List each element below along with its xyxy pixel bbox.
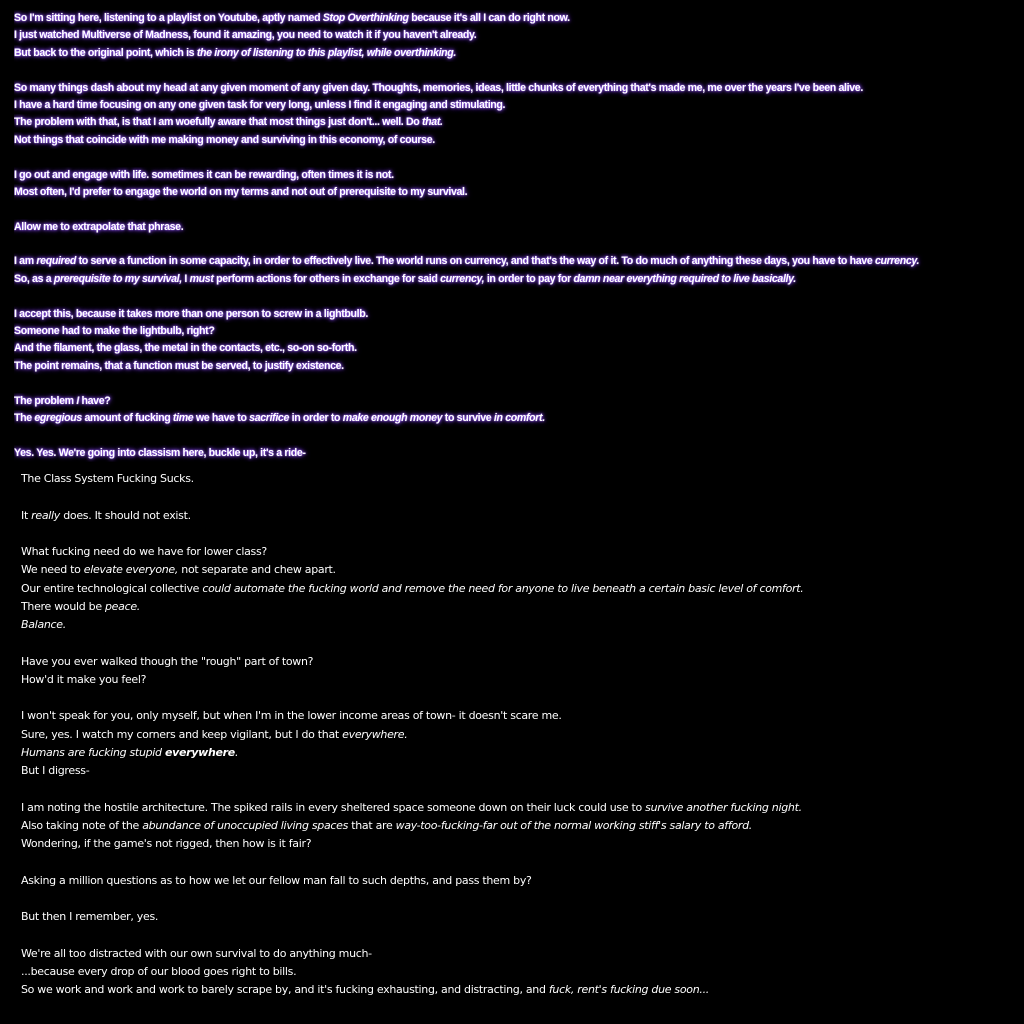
text-run: in order to bbox=[289, 411, 343, 424]
text-line bbox=[21, 653, 1011, 671]
text-line bbox=[14, 97, 1020, 114]
text-run: way-too-fucking-far out of the normal working stiff's salary to afford. bbox=[395, 818, 752, 832]
text-run: everywhere. bbox=[342, 727, 408, 741]
text-run: Stop Overthinking bbox=[322, 12, 409, 24]
text-run: survive another fucking night. bbox=[645, 800, 802, 814]
text-line bbox=[21, 616, 1011, 634]
text-run: But then I remember, yes. bbox=[21, 910, 159, 923]
text-run: Yes. Yes. We're going into classism here, buckle up, it's a ride- bbox=[14, 446, 306, 459]
text-run: required bbox=[36, 255, 76, 268]
text-run: Have you ever walked though the "rough" part of town? bbox=[21, 654, 314, 668]
text-line bbox=[21, 744, 1011, 762]
blank-line bbox=[14, 375, 1020, 392]
blank-line bbox=[21, 853, 1011, 871]
text-run: So, as a bbox=[14, 272, 54, 285]
text-run: The bbox=[14, 411, 35, 424]
text-run: peace. bbox=[104, 599, 140, 613]
text-line bbox=[21, 507, 1011, 525]
text-run: Asking a million questions as to how we let our fellow man fall to such depths, and pass them by? bbox=[21, 873, 532, 887]
text-line bbox=[14, 323, 1020, 340]
text-line bbox=[21, 817, 1011, 835]
blank-line bbox=[21, 525, 1011, 543]
text-run: the irony of listening to this playlist, while overthinking. bbox=[196, 46, 456, 59]
text-line bbox=[21, 598, 1011, 616]
text-run: because it's all I can do right now. bbox=[408, 12, 570, 24]
text-run: must bbox=[189, 272, 214, 285]
text-run: Our entire technological collective bbox=[21, 581, 203, 595]
text-run: currency, bbox=[440, 272, 485, 285]
text-run: that. bbox=[422, 116, 443, 129]
text-run: . bbox=[234, 745, 239, 759]
text-run: not separate and chew apart. bbox=[178, 563, 336, 577]
text-run: make enough money bbox=[342, 411, 443, 424]
text-line bbox=[14, 340, 1020, 357]
blank-line bbox=[21, 780, 1011, 798]
text-run: Humans are fucking stupid bbox=[21, 745, 165, 759]
text-line bbox=[14, 306, 1020, 323]
blank-line bbox=[14, 427, 1020, 444]
text-line bbox=[21, 908, 1011, 926]
text-line bbox=[21, 580, 1011, 598]
text-run: egregious bbox=[34, 411, 82, 424]
text-run: The point remains, that a function must be served, to justify existence. bbox=[14, 359, 344, 372]
text-run: So we work and work and work to barely scrape by, and it's fucking exhausting, and distracting, and bbox=[21, 983, 549, 996]
blank-line bbox=[21, 488, 1011, 506]
text-line bbox=[14, 132, 1020, 149]
text-run: Also taking note of the bbox=[21, 818, 143, 832]
text-line bbox=[14, 410, 1020, 427]
text-run: I am bbox=[14, 255, 37, 268]
text-line bbox=[14, 167, 1020, 184]
blank-line bbox=[21, 634, 1011, 652]
blank-line bbox=[21, 890, 1011, 908]
blank-line bbox=[21, 689, 1011, 707]
text-line bbox=[21, 671, 1011, 689]
text-run: everywhere bbox=[164, 745, 235, 759]
text-run: I go out and engage with life. sometimes it can be rewarding, often times it is not. bbox=[14, 168, 394, 181]
text-run: amount of fucking bbox=[81, 411, 173, 424]
text-run: Not things that coincide with me making money and surviving in this economy, of course. bbox=[14, 133, 435, 146]
text-run: I just watched Multiverse of Madness, found it amazing, you need to watch it if you haven't already. bbox=[14, 29, 477, 42]
text-run: does. It should not exist. bbox=[60, 508, 191, 522]
text-line bbox=[21, 799, 1011, 817]
text-line bbox=[14, 393, 1020, 410]
glowing-text-block bbox=[14, 10, 1020, 462]
text-run: elevate everyone, bbox=[83, 563, 179, 577]
blank-line bbox=[14, 288, 1020, 305]
text-run: And the filament, the glass, the metal in the contacts, etc., so-on so-forth. bbox=[14, 342, 357, 355]
text-run: to serve a function in some capacity, in order to effectively live. The world runs on currency, and that's the way of it. To do much of anything these days, you have to have bbox=[76, 255, 875, 268]
text-run: There would be bbox=[21, 599, 105, 613]
text-line bbox=[21, 835, 1011, 853]
text-run: Wondering, if the game's not rigged, then how is it fair? bbox=[21, 837, 312, 850]
text-run: currency. bbox=[874, 255, 920, 268]
text-run: prerequisite to my survival, bbox=[53, 272, 182, 285]
text-run: I have a hard time focusing on any one given task for very long, unless I find it engaging and stimulating. bbox=[14, 98, 506, 111]
text-line bbox=[14, 184, 1020, 201]
text-line bbox=[21, 707, 1011, 725]
text-run: abundance of unoccupied living spaces bbox=[142, 818, 349, 832]
text-run: time bbox=[172, 411, 194, 424]
text-run: The Class System Fucking Sucks. bbox=[21, 472, 194, 485]
text-run: The problem bbox=[14, 394, 77, 407]
text-line bbox=[14, 219, 1020, 236]
text-line bbox=[14, 27, 1020, 44]
text-line bbox=[21, 470, 1011, 488]
text-run: So many things dash about my head at any given moment of any given day. Thoughts, memories, ideas, little chunks of everything that's made me, me over the years I've been alive. bbox=[14, 81, 863, 94]
text-run: Sure, yes. I watch my corners and keep vigilant, but I do that bbox=[21, 727, 343, 741]
text-line bbox=[21, 872, 1011, 890]
plain-text-block bbox=[21, 470, 1011, 999]
text-run: we have to bbox=[193, 411, 250, 424]
text-line bbox=[21, 543, 1011, 561]
text-run: to survive bbox=[442, 411, 494, 424]
text-run: Allow me to extrapolate that phrase. bbox=[14, 220, 184, 233]
text-line bbox=[14, 45, 1020, 62]
text-line bbox=[14, 271, 1020, 288]
text-run: I accept this, because it takes more than one person to screw in a lightbulb. bbox=[14, 307, 368, 320]
text-run: We're all too distracted with our own survival to do anything much- bbox=[21, 946, 372, 960]
text-line bbox=[14, 358, 1020, 375]
text-line bbox=[21, 981, 1011, 999]
text-run: that are bbox=[348, 818, 396, 832]
text-line bbox=[14, 114, 1020, 131]
text-line bbox=[14, 10, 1020, 27]
text-line bbox=[14, 445, 1020, 462]
blank-line bbox=[14, 149, 1020, 166]
text-run: in comfort. bbox=[493, 411, 545, 424]
text-run: could automate the fucking world and remove the need for anyone to live beneath a certain basic level of comfort. bbox=[202, 581, 804, 595]
text-run: ...because every drop of our blood goes right to bills. bbox=[21, 964, 297, 978]
text-run: have? bbox=[78, 394, 111, 407]
text-run: really bbox=[31, 508, 61, 522]
text-run: perform actions for others in exchange for said bbox=[213, 272, 441, 285]
text-run: But back to the original point, which is bbox=[14, 46, 197, 59]
text-line bbox=[21, 945, 1011, 963]
text-run: Balance. bbox=[21, 618, 66, 631]
text-run: How'd it make you feel? bbox=[21, 672, 147, 686]
blank-line bbox=[14, 236, 1020, 253]
text-run: But I digress- bbox=[21, 764, 90, 777]
text-run: It bbox=[21, 508, 32, 522]
text-line bbox=[21, 963, 1011, 981]
text-run: Most often, I'd prefer to engage the world on my terms and not out of prerequisite to my survival. bbox=[14, 185, 468, 198]
text-run: I won't speak for you, only myself, but when I'm in the lower income areas of town- it doesn't scare me. bbox=[21, 709, 562, 723]
text-run: I bbox=[181, 272, 190, 285]
blank-line bbox=[21, 926, 1011, 944]
text-run: Someone had to make the lightbulb, right? bbox=[14, 325, 215, 338]
text-line bbox=[21, 561, 1011, 579]
text-run: What fucking need do we have for lower class? bbox=[21, 545, 267, 558]
text-line bbox=[14, 253, 1020, 270]
text-run: fuck, rent's fucking due soon... bbox=[548, 983, 709, 996]
text-run: The problem with that, is that I am woefully aware that most things just don't... well. Do bbox=[14, 116, 422, 129]
text-line bbox=[21, 726, 1011, 744]
blank-line bbox=[14, 62, 1020, 79]
text-line bbox=[14, 80, 1020, 97]
blank-line bbox=[14, 201, 1020, 218]
text-run: sacrifice bbox=[249, 411, 290, 424]
text-run: damn near everything required to live basically. bbox=[573, 272, 796, 285]
text-run: I bbox=[76, 394, 79, 407]
text-run: I am noting the hostile architecture. The spiked rails in every sheltered space someone down on their luck could use to bbox=[21, 800, 646, 814]
text-run: in order to pay for bbox=[484, 272, 574, 285]
text-run: We need to bbox=[21, 563, 84, 577]
text-run: So I'm sitting here, listening to a playlist on Youtube, aptly named bbox=[14, 12, 323, 24]
text-line bbox=[21, 762, 1011, 780]
